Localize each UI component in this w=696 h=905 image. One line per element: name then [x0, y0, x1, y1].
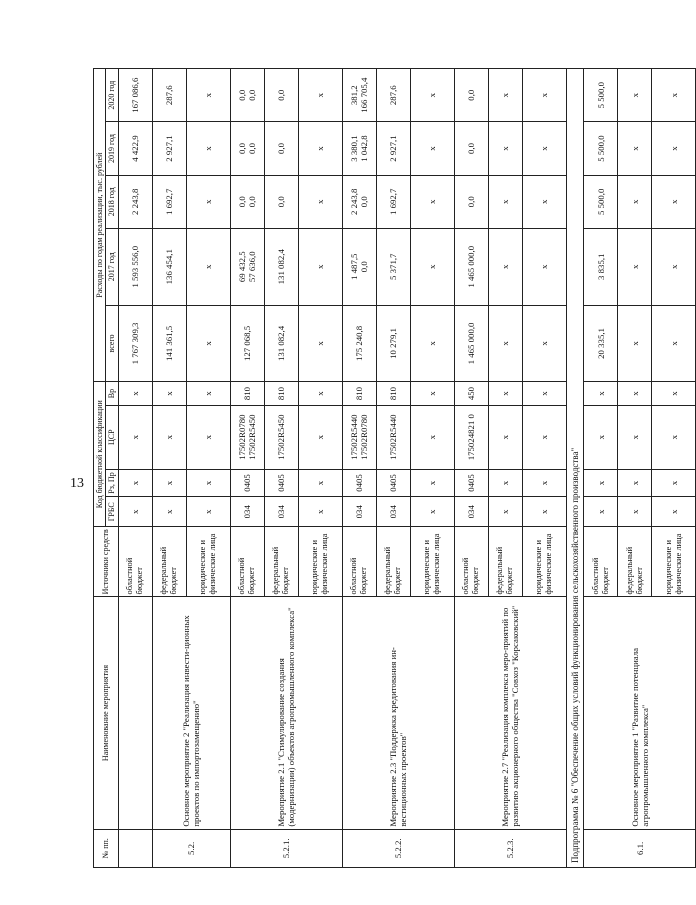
value-y2017: x: [618, 228, 652, 305]
value-total: 20 335,1: [584, 305, 618, 382]
measure-name: [118, 597, 152, 829]
value-rzpr: x: [298, 469, 342, 497]
funding-source: областной бюджет: [584, 527, 618, 597]
value-y2020: x: [298, 69, 342, 122]
value-y2020: 0,0 0,0: [230, 69, 264, 122]
row-number: 6.1.: [584, 829, 696, 867]
value-y2020: 287,6: [376, 69, 410, 122]
value-rzpr: x: [118, 469, 152, 497]
value-y2018: 0,0: [264, 175, 298, 228]
value-y2019: x: [410, 122, 454, 175]
value-y2018: x: [652, 175, 696, 228]
table-row: [230, 69, 264, 868]
col-header-csr: ЦСР: [106, 405, 118, 469]
measure-name: Основное мероприятие 2 "Реализация инвести-ционных проектов по импортозамещению": [152, 597, 230, 829]
value-vr: 810: [264, 382, 298, 405]
value-vr: x: [118, 382, 152, 405]
value-vr: 450: [454, 382, 488, 405]
value-y2019: 0,0: [264, 122, 298, 175]
value-grbs: x: [652, 497, 696, 527]
table-row: [118, 69, 152, 868]
value-total: 10 279,1: [376, 305, 410, 382]
funding-source: юридические и физические лица: [186, 527, 230, 597]
value-y2017: 1 593 556,0: [118, 228, 152, 305]
value-csr: x: [410, 405, 454, 469]
value-total: x: [186, 305, 230, 382]
value-grbs: x: [298, 497, 342, 527]
value-y2018: 2 243,8 0,0: [342, 175, 376, 228]
value-y2017: 5 371,7: [376, 228, 410, 305]
value-y2020: 5 500,0: [584, 69, 618, 122]
funding-source: федеральный бюджет: [264, 527, 298, 597]
value-rzpr: x: [584, 469, 618, 497]
value-grbs: 034: [376, 497, 410, 527]
value-y2020: x: [488, 69, 522, 122]
col-header-rzpr: Рз, Пр: [106, 469, 118, 497]
value-y2020: x: [186, 69, 230, 122]
value-csr: x: [298, 405, 342, 469]
value-y2017: x: [652, 228, 696, 305]
value-total: x: [618, 305, 652, 382]
value-csr: x: [522, 405, 566, 469]
value-rzpr: x: [410, 469, 454, 497]
table-row: [584, 69, 618, 868]
row-number: 5.2.: [152, 829, 230, 867]
value-y2018: 1 692,7: [376, 175, 410, 228]
value-y2020: x: [410, 69, 454, 122]
col-header-2020: 2020 год: [106, 69, 118, 122]
value-rzpr: x: [186, 469, 230, 497]
value-grbs: x: [618, 497, 652, 527]
value-rzpr: 0405: [376, 469, 410, 497]
subprogram-row: [566, 69, 584, 868]
value-csr: x: [618, 405, 652, 469]
value-grbs: x: [522, 497, 566, 527]
value-grbs: x: [152, 497, 186, 527]
funding-source: федеральный бюджет: [618, 527, 652, 597]
col-header-costs-group: Расходы по годам реализации, тыс. рублей: [94, 69, 106, 382]
value-y2019: x: [618, 122, 652, 175]
value-csr: x: [152, 405, 186, 469]
col-header-total: всего: [106, 305, 118, 382]
value-y2020: 0,0: [454, 69, 488, 122]
value-vr: x: [652, 382, 696, 405]
row-number: 5.2.2.: [342, 829, 454, 867]
value-csr: x: [652, 405, 696, 469]
measure-name: Мероприятие 2.1 "Стимулирование создания (модернизации) объектов агропромышленного комплекса": [230, 597, 342, 829]
value-grbs: x: [118, 497, 152, 527]
value-y2019: x: [186, 122, 230, 175]
value-total: x: [298, 305, 342, 382]
col-header-source: Источники средств: [94, 527, 119, 597]
value-y2017: 1 465 000,0: [454, 228, 488, 305]
value-total: 131 082,4: [264, 305, 298, 382]
value-rzpr: x: [152, 469, 186, 497]
value-y2018: x: [186, 175, 230, 228]
value-total: x: [410, 305, 454, 382]
table-row: [152, 69, 186, 868]
value-y2020: x: [618, 69, 652, 122]
measure-name: Мероприятие 2.7 "Реализация комплекса меро-приятий по развитию акционерного общества "Совхоз "Корсаковский": [454, 597, 566, 829]
value-vr: 810: [342, 382, 376, 405]
value-vr: x: [618, 382, 652, 405]
value-y2019: x: [488, 122, 522, 175]
value-y2017: x: [522, 228, 566, 305]
funding-source: федеральный бюджет: [376, 527, 410, 597]
rotated-page-content: [93, 68, 683, 868]
value-csr: 17502R0780 17502R5450: [230, 405, 264, 469]
value-y2018: 5 500,0: [584, 175, 618, 228]
value-y2019: x: [298, 122, 342, 175]
table-row: [454, 69, 488, 868]
value-y2018: x: [522, 175, 566, 228]
value-y2020: 287,6: [152, 69, 186, 122]
value-y2019: 2 927,1: [152, 122, 186, 175]
value-grbs: x: [488, 497, 522, 527]
value-y2017: x: [488, 228, 522, 305]
value-csr: x: [118, 405, 152, 469]
value-vr: x: [152, 382, 186, 405]
value-y2017: 3 835,1: [584, 228, 618, 305]
measure-name: Мероприятие 2.3 "Поддержка кредитования ин-вестиционных проектов": [342, 597, 454, 829]
measure-name: Основное мероприятие 1 "Развитие потенциала агропромышленного комплекса": [584, 597, 696, 829]
value-rzpr: x: [652, 469, 696, 497]
value-y2018: 2 243,8: [118, 175, 152, 228]
page-number: 13: [70, 476, 84, 491]
value-y2020: x: [522, 69, 566, 122]
value-total: 1 767 309,3: [118, 305, 152, 382]
value-rzpr: 0405: [342, 469, 376, 497]
value-total: 175 240,8: [342, 305, 376, 382]
value-total: x: [522, 305, 566, 382]
value-vr: 810: [376, 382, 410, 405]
value-y2017: 131 082,4: [264, 228, 298, 305]
subprogram-title: Подпрограмма № 6 "Обеспечение общих условий функционирования сельскохозяйственного производства": [566, 69, 584, 868]
value-rzpr: x: [618, 469, 652, 497]
budget-table: [93, 68, 696, 868]
funding-source: областной бюджет: [454, 527, 488, 597]
value-rzpr: x: [522, 469, 566, 497]
table-row: [342, 69, 376, 868]
funding-source: юридические и физические лица: [652, 527, 696, 597]
value-total: x: [488, 305, 522, 382]
value-grbs: 034: [264, 497, 298, 527]
funding-source: федеральный бюджет: [152, 527, 186, 597]
value-y2019: 5 500,0: [584, 122, 618, 175]
value-grbs: x: [186, 497, 230, 527]
col-header-code-group: Код бюджетной классификации: [94, 382, 106, 527]
value-csr: 17502R5440: [376, 405, 410, 469]
value-grbs: x: [410, 497, 454, 527]
value-y2018: x: [488, 175, 522, 228]
value-csr: 17502R5450: [264, 405, 298, 469]
value-y2018: x: [618, 175, 652, 228]
value-y2019: 0,0 0,0: [230, 122, 264, 175]
value-y2019: 4 422,9: [118, 122, 152, 175]
funding-source: областной бюджет: [118, 527, 152, 597]
value-total: 141 361,5: [152, 305, 186, 382]
value-total: 1 465 000,0: [454, 305, 488, 382]
value-rzpr: 0405: [230, 469, 264, 497]
value-y2018: x: [410, 175, 454, 228]
value-y2020: x: [652, 69, 696, 122]
value-y2017: 69 432,5 57 636,0: [230, 228, 264, 305]
col-header-2018: 2018 год: [106, 175, 118, 228]
value-total: 127 068,5: [230, 305, 264, 382]
value-grbs: 034: [454, 497, 488, 527]
row-number: 5.2.1.: [230, 829, 342, 867]
value-csr: x: [584, 405, 618, 469]
value-rzpr: 0405: [264, 469, 298, 497]
value-rzpr: 0405: [454, 469, 488, 497]
value-csr: x: [488, 405, 522, 469]
col-header-2019: 2019 год: [106, 122, 118, 175]
value-csr: 175024821 0: [454, 405, 488, 469]
value-y2018: 1 692,7: [152, 175, 186, 228]
col-header-vr: Вр: [106, 382, 118, 405]
funding-source: федеральный бюджет: [488, 527, 522, 597]
value-vr: x: [584, 382, 618, 405]
col-header-grbs: ГРБС: [106, 497, 118, 527]
value-vr: x: [522, 382, 566, 405]
value-y2019: x: [522, 122, 566, 175]
funding-source: областной бюджет: [342, 527, 376, 597]
value-y2019: 0,0: [454, 122, 488, 175]
col-header-num: № пп.: [94, 829, 119, 867]
col-header-name: Наименование мероприятия: [94, 597, 119, 829]
value-grbs: 034: [342, 497, 376, 527]
value-vr: x: [488, 382, 522, 405]
value-y2019: 2 927,1: [376, 122, 410, 175]
value-y2017: 136 454,1: [152, 228, 186, 305]
value-y2017: x: [410, 228, 454, 305]
value-y2020: 167 086,6: [118, 69, 152, 122]
value-y2018: 0,0 0,0: [230, 175, 264, 228]
value-vr: x: [298, 382, 342, 405]
value-y2017: x: [298, 228, 342, 305]
value-y2018: 0,0: [454, 175, 488, 228]
value-csr: 17502R5440 17502R0780: [342, 405, 376, 469]
value-grbs: 034: [230, 497, 264, 527]
value-y2019: x: [652, 122, 696, 175]
value-y2017: x: [186, 228, 230, 305]
value-y2019: 3 380,1 1 042,8: [342, 122, 376, 175]
value-y2020: 0,0: [264, 69, 298, 122]
value-vr: x: [410, 382, 454, 405]
value-grbs: x: [584, 497, 618, 527]
funding-source: юридические и физические лица: [298, 527, 342, 597]
value-y2020: 381,2 166 705,4: [342, 69, 376, 122]
value-csr: x: [186, 405, 230, 469]
funding-source: юридические и физические лица: [522, 527, 566, 597]
value-vr: 810: [230, 382, 264, 405]
row-number: 5.2.3.: [454, 829, 566, 867]
table-body: [118, 69, 696, 868]
value-rzpr: x: [488, 469, 522, 497]
funding-source: юридические и физические лица: [410, 527, 454, 597]
col-header-2017: 2017 год: [106, 228, 118, 305]
value-vr: x: [186, 382, 230, 405]
row-number: [118, 829, 152, 867]
funding-source: областной бюджет: [230, 527, 264, 597]
value-y2017: 1 487,5 0,0: [342, 228, 376, 305]
value-y2018: x: [298, 175, 342, 228]
value-total: x: [652, 305, 696, 382]
